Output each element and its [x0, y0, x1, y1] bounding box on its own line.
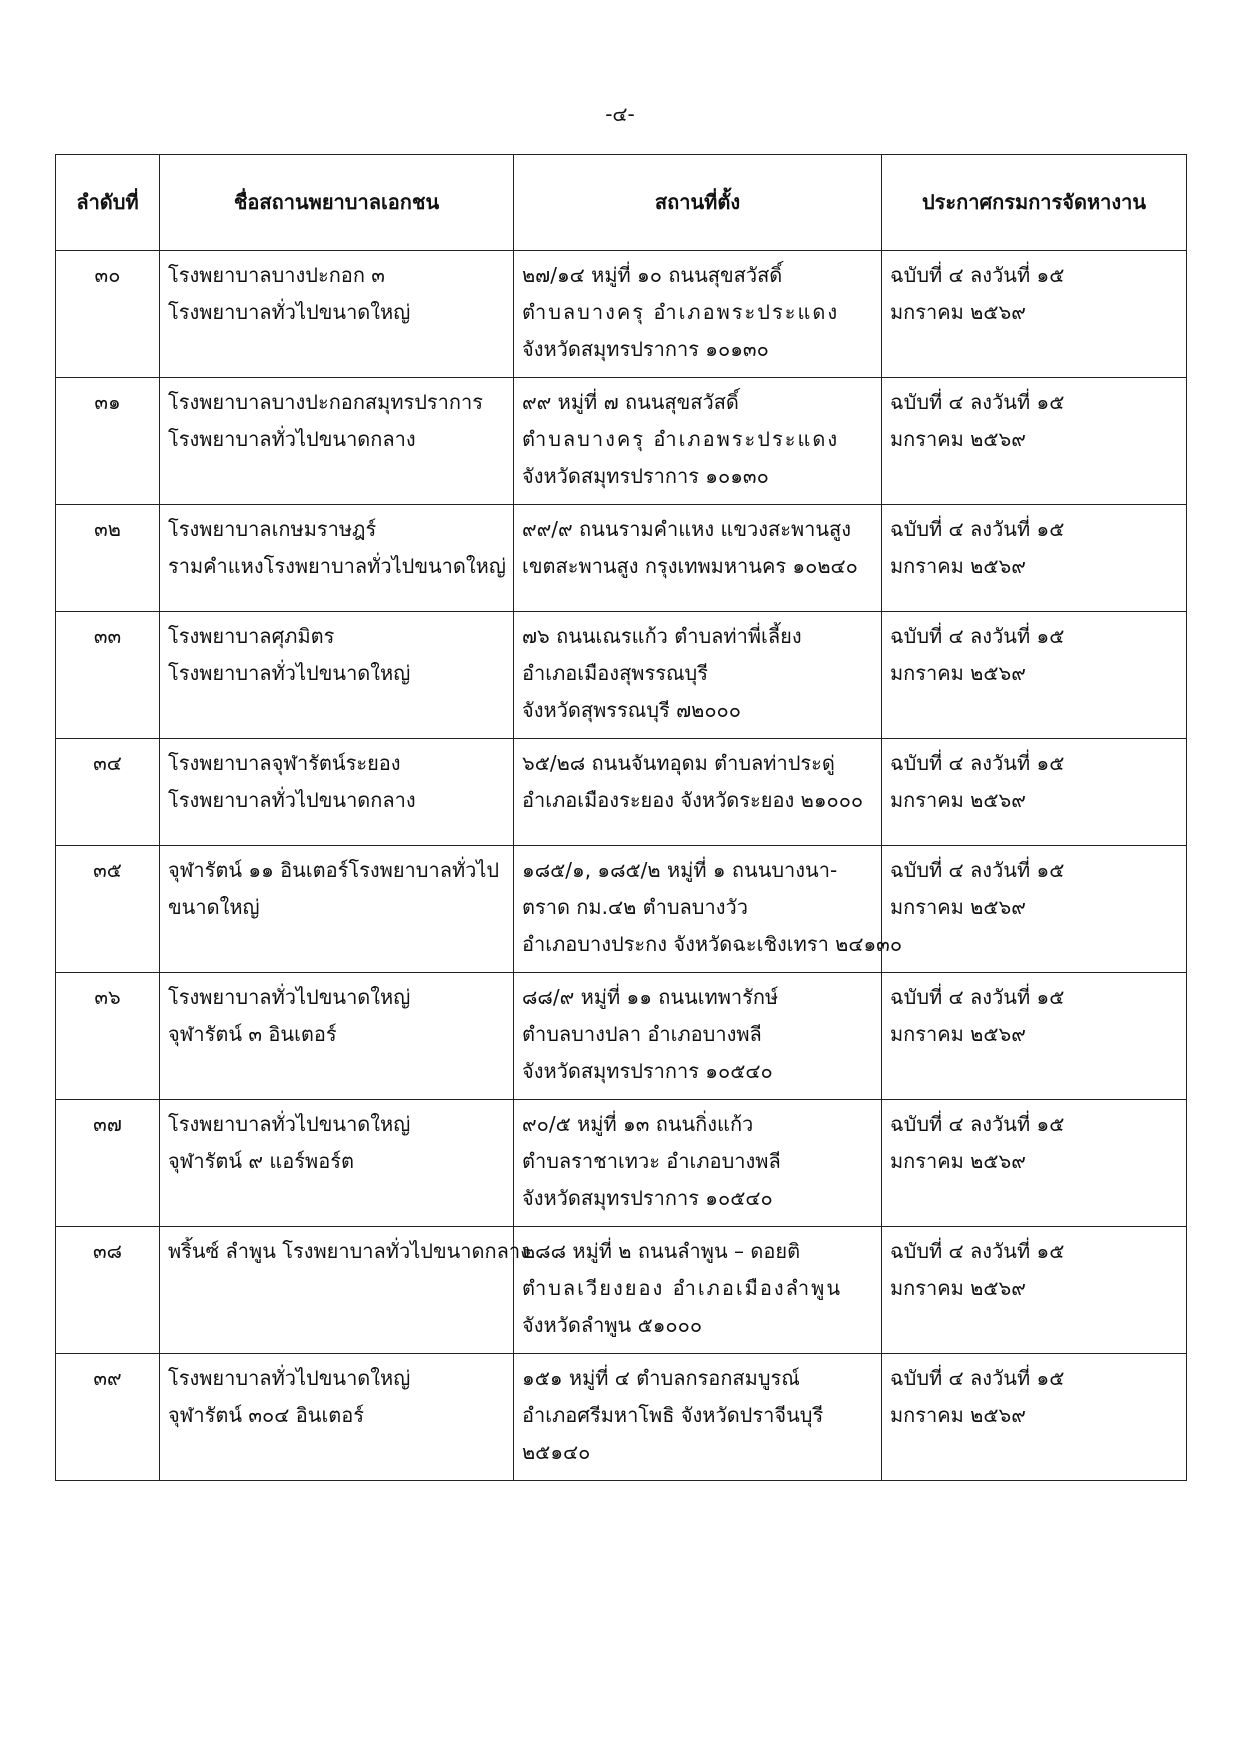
announcement-ref-line: มกราคม ๒๕๖๙: [890, 1149, 1026, 1173]
hospital-location-cell: [514, 1100, 882, 1227]
announcement-ref-line: ฉบับที่ ๔ ลงวันที่ ๑๕: [890, 985, 1065, 1009]
hospital-name-cell: [160, 739, 514, 846]
hospital-location-line: ๙๙/๙ ถนนรามคำแหง แขวงสะพานสูง: [522, 517, 852, 541]
announcement-ref-cell: [882, 505, 1187, 612]
header-hospital-name: ชื่อสถานพยาบาลเอกชน: [160, 155, 514, 251]
hospital-name-line: จุฬารัตน์ ๑๑ อินเตอร์โรงพยาบาลทั่วไป: [168, 858, 500, 882]
row-number: ๓๗: [56, 1100, 160, 1227]
hospital-name-line: จุฬารัตน์ ๓ อินเตอร์: [168, 1022, 337, 1046]
announcement-ref-line: มกราคม ๒๕๖๙: [890, 427, 1026, 451]
announcement-ref-line: มกราคม ๒๕๖๙: [890, 300, 1026, 324]
table-row: [56, 378, 1187, 505]
row-number: ๓๔: [56, 739, 160, 846]
hospital-location-line: จังหวัดลำพูน ๕๑๐๐๐: [522, 1313, 703, 1337]
hospital-location-line: ๒๕๑๔๐: [522, 1440, 591, 1464]
hospital-location-cell: [514, 973, 882, 1100]
hospital-name-cell: [160, 1100, 514, 1227]
hospital-location-cell: [514, 1354, 882, 1481]
hospital-location-line: ๒๘๘ หมู่ที่ ๒ ถนนลำพูน – ดอยติ: [522, 1239, 801, 1263]
hospital-name-line: โรงพยาบาลทั่วไปขนาดใหญ่: [168, 300, 411, 324]
hospital-name-cell: [160, 973, 514, 1100]
announcement-ref-line: มกราคม ๒๕๖๙: [890, 1022, 1026, 1046]
announcement-ref-cell: [882, 739, 1187, 846]
hospital-location-cell: [514, 251, 882, 378]
table-row: [56, 1227, 1187, 1354]
hospital-name-cell: [160, 1354, 514, 1481]
hospital-location-line: จังหวัดสมุทรปราการ ๑๐๑๓๐: [522, 464, 769, 488]
hospital-name-cell: [160, 612, 514, 739]
announcement-ref-line: ฉบับที่ ๔ ลงวันที่ ๑๕: [890, 390, 1065, 414]
hospital-name-line: โรงพยาบาลเกษมราษฎร์: [168, 517, 377, 541]
announcement-ref-line: ฉบับที่ ๔ ลงวันที่ ๑๕: [890, 1366, 1065, 1390]
hospital-location-line: ๑๕๑ หมู่ที่ ๔ ตำบลกรอกสมบูรณ์: [522, 1366, 800, 1390]
hospital-name-line: โรงพยาบาลทั่วไปขนาดกลาง: [168, 427, 416, 451]
table-row: [56, 1354, 1187, 1481]
table-row: [56, 1100, 1187, 1227]
hospital-location-line: จังหวัดสมุทรปราการ ๑๐๑๓๐: [522, 337, 769, 361]
hospital-location-line: จังหวัดสมุทรปราการ ๑๐๕๔๐: [522, 1059, 773, 1083]
hospital-location-cell: [514, 505, 882, 612]
table-row: [56, 846, 1187, 973]
hospital-name-line: โรงพยาบาลทั่วไปขนาดกลาง: [168, 788, 416, 812]
row-number: ๓๑: [56, 378, 160, 505]
announcement-ref-cell: [882, 612, 1187, 739]
announcement-ref-line: ฉบับที่ ๔ ลงวันที่ ๑๕: [890, 517, 1065, 541]
hospital-location-line: อำเภอศรีมหาโพธิ จังหวัดปราจีนบุรี: [522, 1403, 824, 1427]
announcement-ref-line: มกราคม ๒๕๖๙: [890, 895, 1026, 919]
announcement-ref-line: ฉบับที่ ๔ ลงวันที่ ๑๕: [890, 1112, 1065, 1136]
hospital-name-line: พริ้นซ์ ลำพูน โรงพยาบาลทั่วไปขนาดกลาง: [168, 1239, 530, 1263]
hospital-location-line: ตำบลบางครุ อำเภอพระประแดง: [522, 427, 840, 451]
announcement-ref-line: ฉบับที่ ๔ ลงวันที่ ๑๕: [890, 263, 1065, 287]
hospital-location-line: อำเภอเมืองระยอง จังหวัดระยอง ๒๑๐๐๐: [522, 788, 864, 812]
hospital-location-cell: [514, 1227, 882, 1354]
hospital-location-line: อำเภอเมืองสุพรรณบุรี: [522, 661, 708, 685]
hospital-name-line: โรงพยาบาลศุภมิตร: [168, 624, 335, 648]
hospital-name-cell: [160, 505, 514, 612]
hospital-name-cell: [160, 378, 514, 505]
row-number: ๓๙: [56, 1354, 160, 1481]
header-announcement: ประกาศกรมการจัดหางาน: [882, 155, 1187, 251]
hospital-name-line: รามคำแหงโรงพยาบาลทั่วไปขนาดใหญ่: [168, 554, 506, 578]
hospital-location-cell: [514, 846, 903, 973]
announcement-ref-cell: [882, 846, 1187, 973]
hospital-location-line: จังหวัดสุพรรณบุรี ๗๒๐๐๐: [522, 698, 741, 722]
hospital-location-line: ๘๘/๙ หมู่ที่ ๑๑ ถนนเทพารักษ์: [522, 985, 779, 1009]
hospital-location-line: อำเภอบางประกง จังหวัดฉะเชิงเทรา ๒๔๑๓๐: [522, 932, 903, 956]
hospital-location-line: ตำบลราชาเทวะ อำเภอบางพลี: [522, 1149, 781, 1173]
table-row: [56, 505, 1187, 612]
hospital-name-line: จุฬารัตน์ ๓๐๔ อินเตอร์: [168, 1403, 365, 1427]
hospital-location-line: ตำบลเวียงยอง อำเภอเมืองลำพูน: [522, 1276, 842, 1300]
hospital-location-line: ๖๕/๒๘ ถนนจันทอุดม ตำบลท่าประดู่: [522, 751, 835, 775]
announcement-ref-line: มกราคม ๒๕๖๙: [890, 788, 1026, 812]
hospital-name-line: โรงพยาบาลทั่วไปขนาดใหญ่: [168, 661, 411, 685]
hospital-name-line: โรงพยาบาลทั่วไปขนาดใหญ่: [168, 1112, 411, 1136]
row-number: ๓๓: [56, 612, 160, 739]
hospital-location-line: ตำบลบางครุ อำเภอพระประแดง: [522, 300, 840, 324]
announcement-ref-cell: [882, 1100, 1187, 1227]
header-location: สถานที่ตั้ง: [514, 155, 882, 251]
hospital-table: [55, 154, 1187, 1481]
announcement-ref-cell: [882, 1227, 1187, 1354]
hospital-location-cell: [514, 378, 882, 505]
hospital-location-line: เขตสะพานสูง กรุงเทพมหานคร ๑๐๒๔๐: [522, 554, 858, 578]
table-row: [56, 739, 1187, 846]
hospital-location-line: ๒๗/๑๔ หมู่ที่ ๑๐ ถนนสุขสวัสดิ์: [522, 263, 783, 287]
hospital-name-cell: [160, 251, 514, 378]
hospital-name-cell: [160, 1227, 530, 1354]
announcement-ref-cell: [882, 1354, 1187, 1481]
hospital-name-line: โรงพยาบาลจุฬารัตน์ระยอง: [168, 751, 401, 775]
table-body: [56, 251, 1187, 1481]
announcement-ref-line: ฉบับที่ ๔ ลงวันที่ ๑๕: [890, 858, 1065, 882]
page-number: -๔-: [605, 102, 635, 126]
announcement-ref-line: มกราคม ๒๕๖๙: [890, 1276, 1026, 1300]
hospital-name-line: โรงพยาบาลทั่วไปขนาดใหญ่: [168, 1366, 411, 1390]
announcement-ref-line: ฉบับที่ ๔ ลงวันที่ ๑๕: [890, 624, 1065, 648]
row-number: ๓๘: [56, 1227, 160, 1354]
hospital-location-line: ตราด กม.๔๒ ตำบลบางวัว: [522, 895, 748, 919]
row-number: ๓๖: [56, 973, 160, 1100]
hospital-location-line: ตำบลบางปลา อำเภอบางพลี: [522, 1022, 762, 1046]
hospital-name-cell: [160, 846, 514, 973]
row-number: ๓๐: [56, 251, 160, 378]
table-row: [56, 251, 1187, 378]
announcement-ref-line: มกราคม ๒๕๖๙: [890, 661, 1026, 685]
hospital-name-line: โรงพยาบาลบางปะกอก ๓: [168, 263, 385, 287]
announcement-ref-cell: [882, 378, 1187, 505]
announcement-ref-line: ฉบับที่ ๔ ลงวันที่ ๑๕: [890, 1239, 1065, 1263]
hospital-location-line: จังหวัดสมุทรปราการ ๑๐๕๔๐: [522, 1186, 773, 1210]
table-row: [56, 612, 1187, 739]
announcement-ref-cell: [882, 973, 1187, 1100]
announcement-ref-line: มกราคม ๒๕๖๙: [890, 1403, 1026, 1427]
row-number: ๓๒: [56, 505, 160, 612]
hospital-location-line: ๙๙ หมู่ที่ ๗ ถนนสุขสวัสดิ์: [522, 390, 739, 414]
hospital-location-cell: [514, 612, 882, 739]
hospital-location-cell: [514, 739, 882, 846]
header-no: ลำดับที่: [56, 155, 160, 251]
hospital-location-line: ๗๖ ถนนเณรแก้ว ตำบลท่าพี่เลี้ยง: [522, 624, 802, 648]
hospital-name-line: โรงพยาบาลบางปะกอกสมุทรปราการ: [168, 390, 483, 414]
hospital-name-line: ขนาดใหญ่: [168, 895, 260, 919]
table-row: [56, 973, 1187, 1100]
row-number: ๓๕: [56, 846, 160, 973]
announcement-ref-line: ฉบับที่ ๔ ลงวันที่ ๑๕: [890, 751, 1065, 775]
table-header-row: [56, 155, 1187, 251]
hospital-location-line: ๑๘๕/๑, ๑๘๕/๒ หมู่ที่ ๑ ถนนบางนา-: [522, 858, 838, 882]
hospital-name-line: โรงพยาบาลทั่วไปขนาดใหญ่: [168, 985, 411, 1009]
hospital-location-line: ๙๐/๕ หมู่ที่ ๑๓ ถนนกิ่งแก้ว: [522, 1112, 754, 1136]
announcement-ref-line: มกราคม ๒๕๖๙: [890, 554, 1026, 578]
announcement-ref-cell: [882, 251, 1187, 378]
hospital-name-line: จุฬารัตน์ ๙ แอร์พอร์ต: [168, 1149, 354, 1173]
